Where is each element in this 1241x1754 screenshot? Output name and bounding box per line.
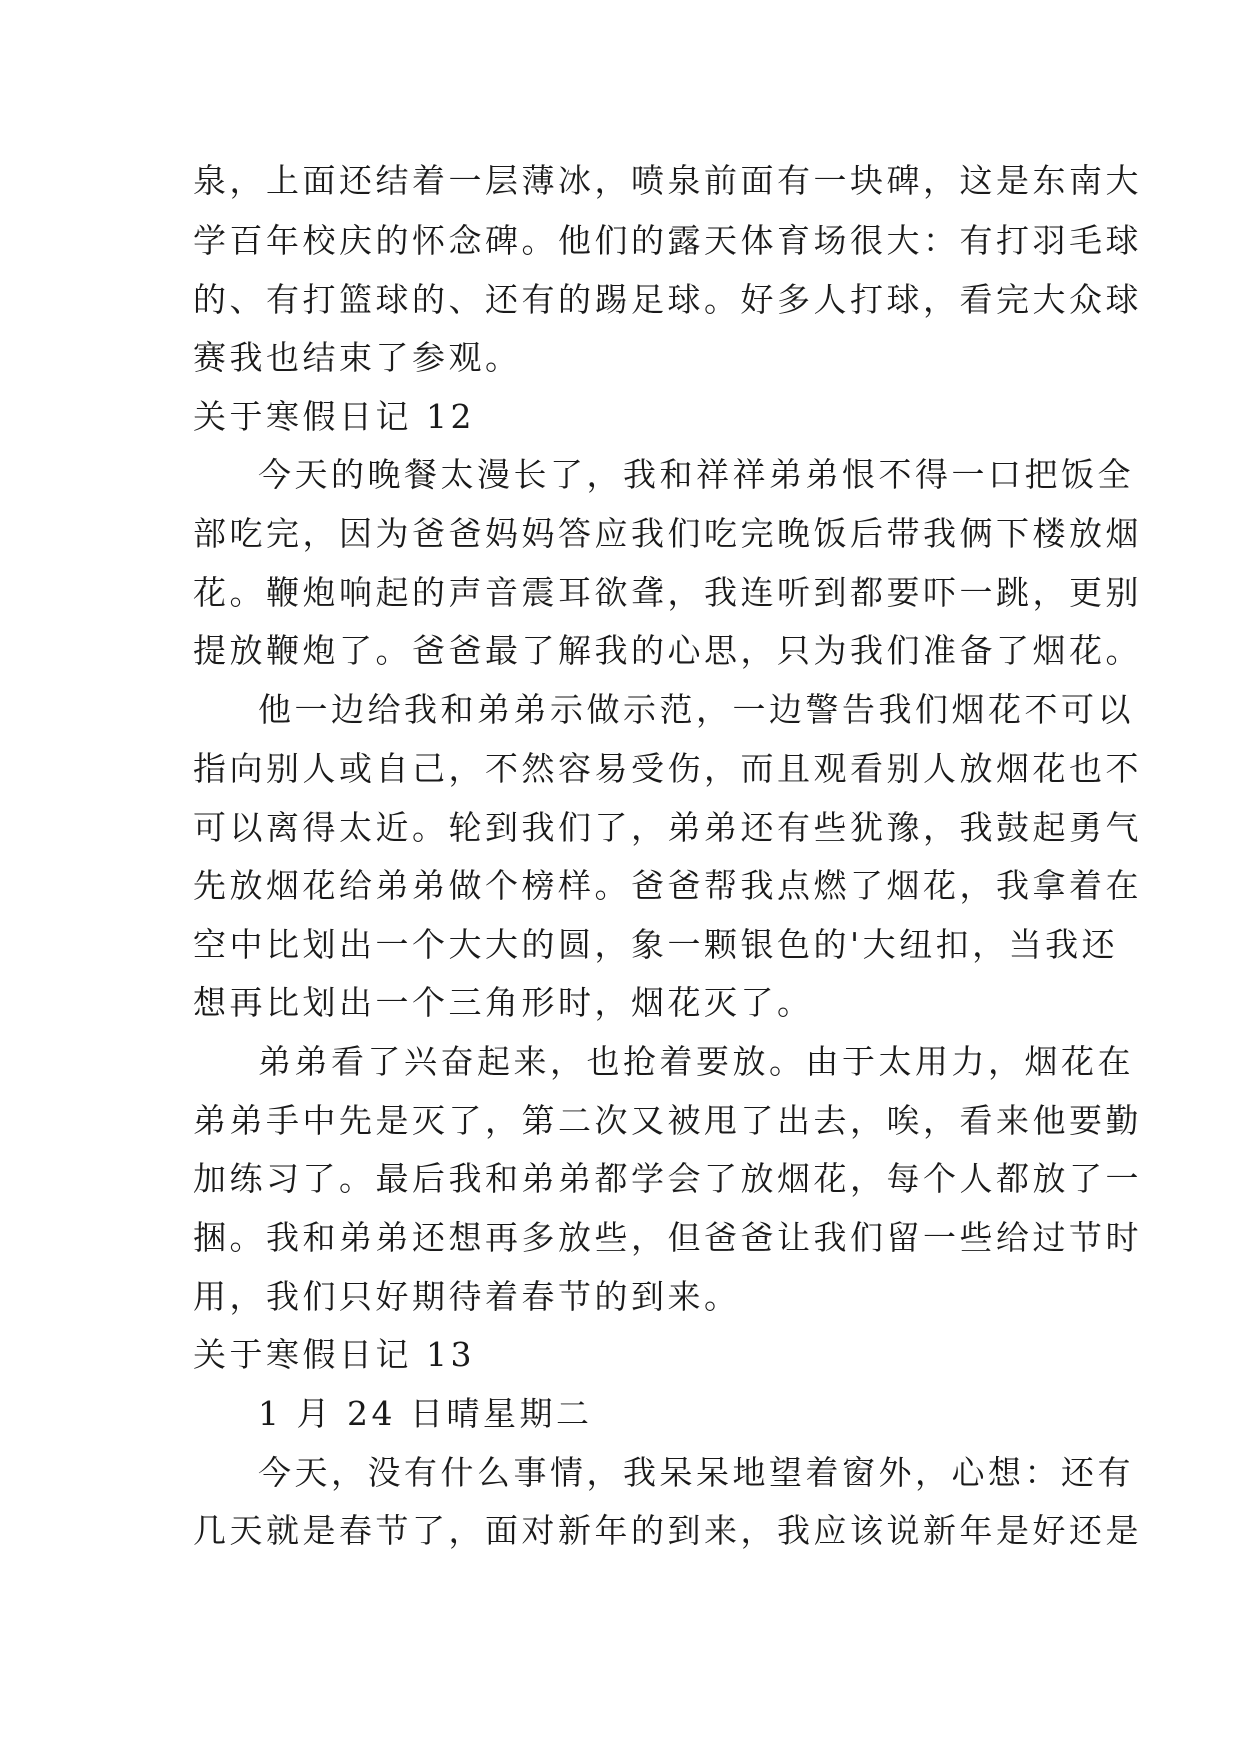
body-line: 几天就是春节了，面对新年的到来，我应该说新年是好还是 [193, 1511, 1142, 1550]
body-line: 他一边给我和弟弟示做示范，一边警告我们烟花不可以 [258, 690, 1134, 729]
body-line: 今天，没有什么事情，我呆呆地望着窗外，心想：还有 [258, 1453, 1134, 1492]
body-line: 先放烟花给弟弟做个榜样。爸爸帮我点燃了烟花，我拿着在 [193, 866, 1142, 905]
body-line: 加练习了。最后我和弟弟都学会了放烟花，每个人都放了一 [193, 1159, 1142, 1198]
body-line: 指向别人或自己，不然容易受伤，而且观看别人放烟花也不 [193, 749, 1142, 788]
body-line: 的、有打篮球的、还有的踢足球。好多人打球，看完大众球 [193, 280, 1142, 319]
body-line: 花。鞭炮响起的声音震耳欲聋，我连听到都要吓一跳，更别 [193, 573, 1142, 612]
body-line: 弟弟看了兴奋起来，也抢着要放。由于太用力，烟花在 [258, 1042, 1134, 1081]
body-line: 赛我也结束了参观。 [193, 338, 522, 377]
body-line: 学百年校庆的怀念碑。他们的露天体育场很大：有打羽毛球 [193, 221, 1142, 260]
body-line: 泉，上面还结着一层薄冰，喷泉前面有一块碑，这是东南大 [193, 161, 1142, 200]
body-line: 可以离得太近。轮到我们了，弟弟还有些犹豫，我鼓起勇气 [193, 808, 1142, 847]
body-line: 空中比划出一个大大的圆，象一颗银色的'大纽扣，当我还 [193, 925, 1119, 964]
section-heading: 关于寒假日记 13 [193, 1335, 475, 1374]
date-line: 1 月 24 日晴星期二 [258, 1394, 593, 1433]
body-line: 提放鞭炮了。爸爸最了解我的心思，只为我们准备了烟花。 [193, 631, 1142, 670]
body-line: 弟弟手中先是灭了，第二次又被甩了出去，唉，看来他要勤 [193, 1101, 1142, 1140]
body-line: 捆。我和弟弟还想再多放些，但爸爸让我们留一些给过节时 [193, 1218, 1142, 1257]
body-line: 想再比划出一个三角形时，烟花灭了。 [193, 983, 814, 1022]
body-line: 今天的晚餐太漫长了，我和祥祥弟弟恨不得一口把饭全 [258, 455, 1134, 494]
body-line: 部吃完，因为爸爸妈妈答应我们吃完晚饭后带我俩下楼放烟 [193, 514, 1142, 553]
section-heading: 关于寒假日记 12 [193, 397, 475, 436]
body-line: 用，我们只好期待着春节的到来。 [193, 1277, 741, 1316]
